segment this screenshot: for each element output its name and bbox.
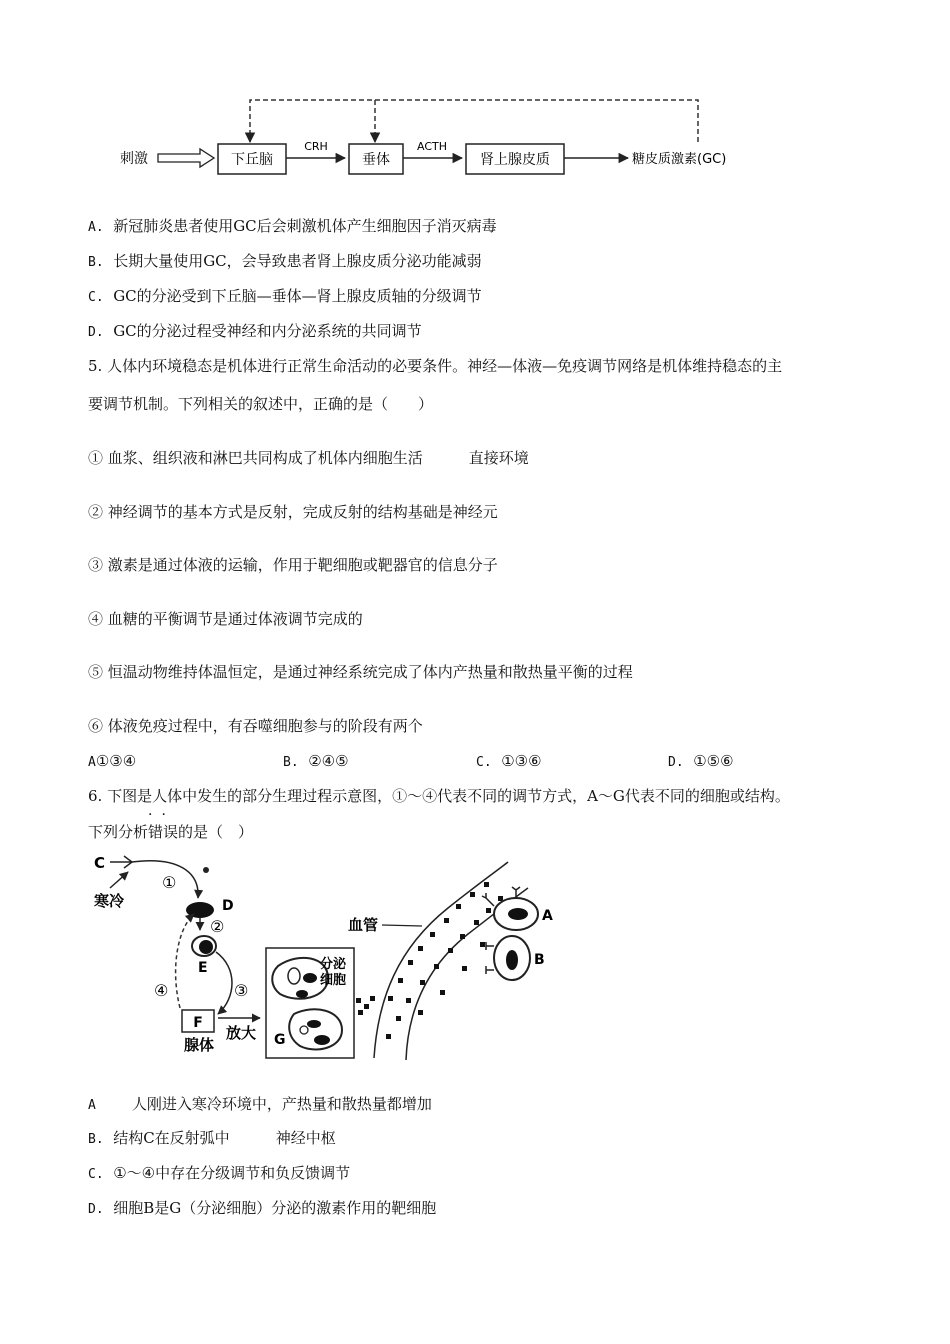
q5-statement-4: ④ 血糖的平衡调节是通过体液调节完成的: [88, 610, 363, 628]
q6-stem-line1: 6. 下图是人体中发生的部分生理过程示意图，①～④代表不同的调节方式，A～G代表不同的细胞或结构。: [88, 787, 790, 805]
label-4: ④: [154, 981, 169, 1000]
q5-choice-c: C. ①③⑥: [476, 752, 542, 770]
q4-option-c: C. GC的分泌受到下丘脑—垂体—肾上腺皮质轴的分级调节: [88, 287, 482, 305]
label-secretory-1: 分泌: [320, 957, 347, 972]
label-1: ①: [162, 873, 177, 892]
hpa-axis-diagram: [0, 80, 950, 280]
q6-option-a: A 人刚进入寒冷环境中，产热量和散热量都增加: [88, 1095, 432, 1113]
hollow-arrow-icon: [158, 149, 214, 167]
label-3: ③: [234, 981, 249, 1000]
label-magnify: 放大: [226, 1024, 257, 1042]
q5-statement-6: ⑥ 体液免疫过程中，有吞噬细胞参与的阶段有两个: [88, 717, 423, 735]
label-secretory-2: 细胞: [320, 973, 347, 988]
arrow-4-dashed: [176, 914, 194, 1008]
q6-stem-line2: 下列分析错误的是（ ）: [88, 823, 254, 841]
q5-statement-1: ① 血浆、组织液和淋巴共同构成了机体内细胞生活 直接环境: [88, 449, 529, 467]
adrenal-cortex-label: 肾上腺皮质: [480, 152, 550, 168]
label-f: F: [193, 1015, 203, 1031]
q6-option-b: B. 结构C在反射弧中 神经中枢: [88, 1129, 336, 1147]
q5-choice-b: B. ②④⑤: [283, 752, 349, 770]
q5-choice-a: A ①③④: [88, 752, 137, 770]
label-e: E: [198, 960, 208, 976]
q6-option-d: D. 细胞B是G（分泌细胞）分泌的激素作用的靶细胞: [88, 1199, 437, 1217]
emphasis-dots: ··: [148, 807, 175, 823]
neuron-d: [186, 902, 214, 918]
gc-label: 糖皮质激素(GC): [632, 152, 727, 167]
q6-option-c: C. ①～④中存在分级调节和负反馈调节: [88, 1164, 351, 1182]
q5-statement-5: ⑤ 恒温动物维持体温恒定，是通过神经系统完成了体内产热量和散热量平衡的过程: [88, 663, 633, 681]
hypothalamus-label: 下丘脑: [231, 152, 273, 168]
label-g: G: [274, 1032, 286, 1048]
q5-statement-2: ② 神经调节的基本方式是反射，完成反射的结构基础是神经元: [88, 503, 498, 521]
q5-choice-d: D. ①⑤⑥: [668, 752, 734, 770]
q5-statement-3: ③ 激素是通过体液的运输，作用于靶细胞或靶器官的信息分子: [88, 556, 498, 574]
q5-stem-line1: 5. 人体内环境稳态是机体进行正常生命活动的必要条件。神经—体液—免疫调节网络是机体维持稳态的主: [88, 357, 783, 375]
label-cold: 寒冷: [94, 892, 125, 910]
pituitary-label: 垂体: [362, 152, 390, 168]
crh-label: CRH: [304, 140, 328, 153]
receptor-c-icon: [110, 856, 132, 868]
acth-label: ACTH: [416, 140, 448, 153]
label-2: ②: [210, 917, 225, 936]
label-vessel: 血管: [348, 916, 379, 934]
q5-choices: [88, 751, 848, 771]
q4-option-a: A. 新冠肺炎患者使用GC后会刺激机体产生细胞因子消灭病毒: [88, 217, 497, 235]
label-a: A: [542, 908, 553, 924]
stimulus-label: 刺激: [120, 151, 148, 167]
q4-option-b: B. 长期大量使用GC，会导致患者肾上腺皮质分泌功能减弱: [88, 252, 482, 270]
label-d: D: [222, 898, 234, 914]
label-gland: 腺体: [184, 1036, 215, 1054]
label-c: C: [94, 854, 106, 872]
q4-option-d: D. GC的分泌过程受神经和内分泌系统的共同调节: [88, 322, 422, 340]
arrow-3: [216, 952, 232, 1014]
q5-stem-line2: 要调节机制。下列相关的叙述中，正确的是（ ）: [88, 395, 434, 413]
target-cells: [476, 884, 596, 994]
feedback-dashed-line: [250, 100, 698, 142]
label-b: B: [534, 952, 545, 968]
